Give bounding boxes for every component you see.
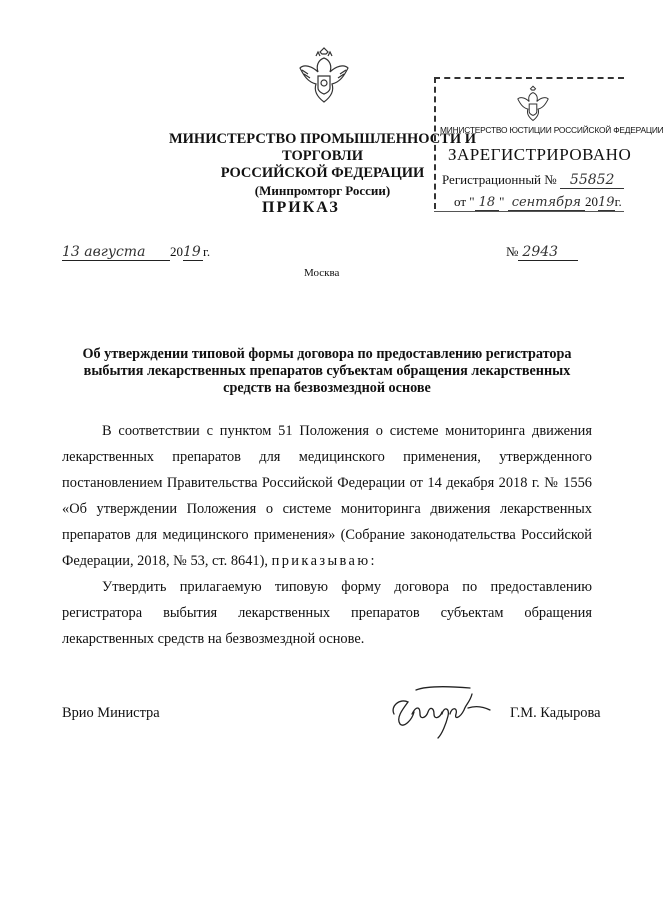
- stamp-date-day: 18: [475, 195, 500, 211]
- stamp-date-month: сентября: [508, 195, 585, 211]
- stamp-date-prefix: от ": [454, 194, 475, 209]
- document-type: ПРИКАЗ: [262, 199, 340, 216]
- order-date: [62, 244, 210, 261]
- signer-role: Врио Министра: [62, 705, 160, 721]
- stamp-date-suffix: г.: [614, 194, 622, 209]
- body-paragraph-2: Утвердить прилагаемую типовую форму договора по предоставлению регистратора выбытия лекарственных препаратов субъектам обращения лекарственных средств на безвозмездной основе.: [62, 579, 592, 647]
- stamp-date: [454, 194, 622, 210]
- stamp-date-mid: ": [499, 194, 505, 209]
- stamp-date-year-prefix: 20: [585, 194, 599, 209]
- ministry-line-1: МИНИСТЕРСТВО ПРОМЫШЛЕННОСТИ И ТОРГОВЛИ: [168, 131, 477, 164]
- order-city: Москва: [304, 267, 340, 279]
- document-body: [62, 418, 592, 652]
- stamp-number-label: Регистрационный №: [442, 172, 557, 187]
- order-year-suffix: г.: [203, 244, 211, 259]
- order-year-prefix: 20: [170, 244, 183, 259]
- order-year-handwritten: 19: [183, 244, 203, 261]
- russian-coat-of-arms-icon: [516, 85, 550, 123]
- stamp-organization: МИНИСТЕРСТВО ЮСТИЦИИ РОССИЙСКОЙ ФЕДЕРАЦИИ: [440, 125, 664, 135]
- stamp-registration-number: [442, 172, 624, 188]
- order-number-handwritten: 2943: [518, 244, 578, 261]
- order-number-label: №: [506, 244, 519, 259]
- stamp-date-year: 19: [598, 195, 615, 210]
- signature-image: [386, 684, 496, 740]
- ministry-line-2: РОССИЙСКОЙ ФЕДЕРАЦИИ: [220, 165, 425, 181]
- stamp-status: ЗАРЕГИСТРИРОВАНО: [448, 145, 632, 164]
- russian-coat-of-arms-icon: [298, 46, 350, 106]
- body-paragraph-1: [62, 418, 592, 574]
- registration-stamp: [428, 77, 664, 217]
- ministry-line-3: (Минпромторг России): [254, 183, 391, 198]
- order-number: [506, 244, 578, 261]
- stamp-number-value: 55852: [560, 172, 625, 189]
- body-paragraph-1-text: В соответствии с пунктом 51 Положения о системе мониторинга движения лекарственных препаратов для медицинского применения, утвержденного постановлением Правительства Российской Федерации от 14 декабря 2018 г. № 1556 «Об утверждении Положения о системе мониторинга движения лекарственных препаратов для медицинского применения» (Собрание законодательства Российской Федерации, 2018, № 53, ст. 8641),: [62, 423, 592, 569]
- body-paragraph-1-order-word: приказываю:: [271, 553, 377, 569]
- signer-name: Г.М. Кадырова: [510, 705, 601, 721]
- order-date-handwritten: 13 августа: [62, 244, 170, 261]
- document-title: Об утверждении типовой формы договора по предоставлению регистратора выбытия лекарственных препаратов субъектам обращения лекарственных средств на безвозмездной основе: [82, 346, 572, 396]
